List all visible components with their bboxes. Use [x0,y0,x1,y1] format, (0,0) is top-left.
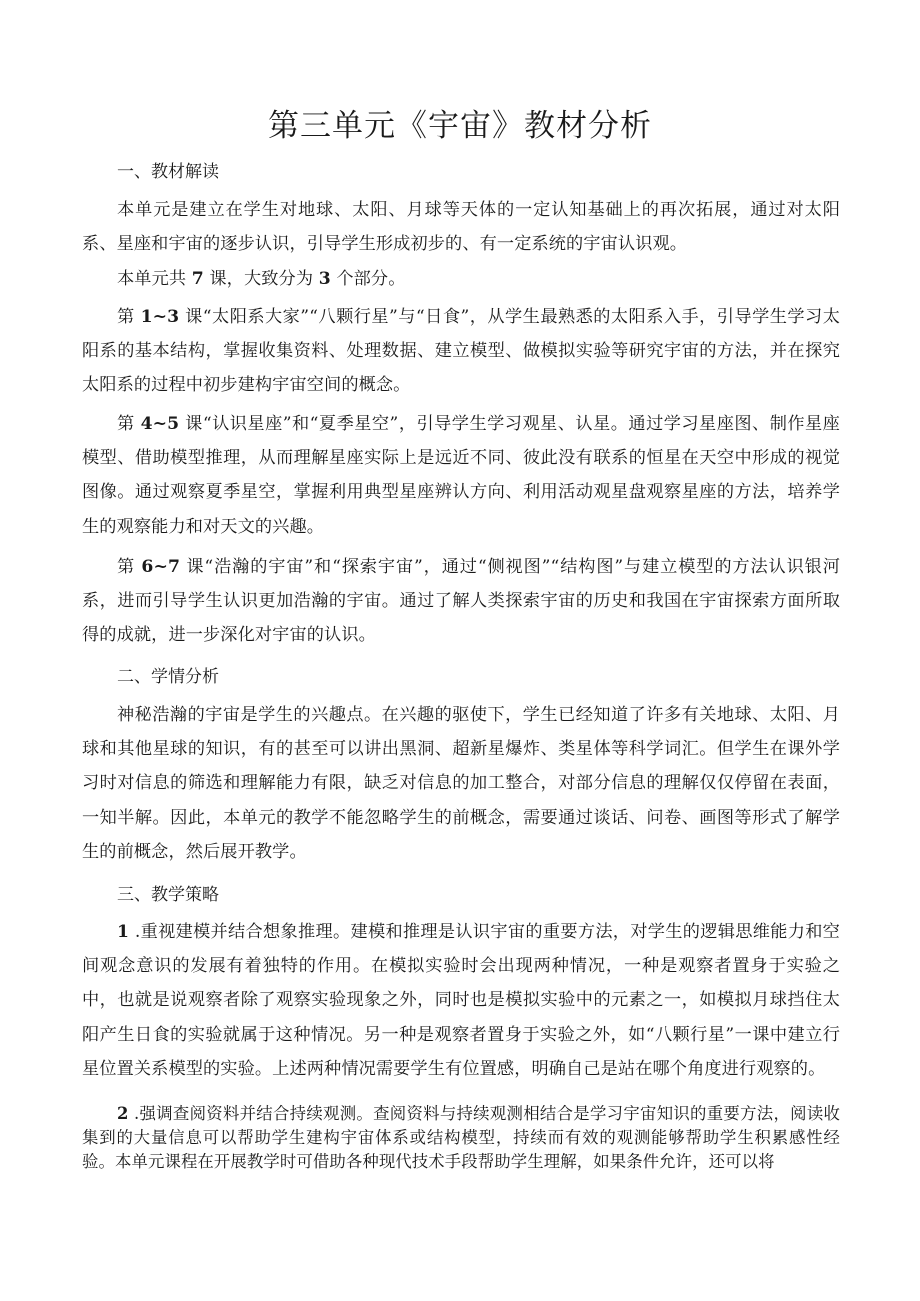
text-segment: 第 [117,307,135,327]
paragraph-unit-overview: 本单元是建立在学生对地球、太阳、月球等天体的一定认知基础上的再次拓展，通过对太阳系、星座和宇宙的逐步认识，引导学生形成初步的、有一定系统的宇宙认识观。 [82,200,840,255]
text-segment: 第 [117,557,136,577]
text-segment: .重视建模并结合想象推理。建模和推理是认识宇宙的重要方法，对学生的逻辑思维能力和空间观念意识的发展有着独特的作用。在模拟实验时会出现两种情况，一种是观察者置身于实验之中，也就是说观察者除了观察实验现象之外，同时也是模拟实验中的元素之一，如模拟月球挡住太阳产生日食的实验就属于这种情况。另一种是观察者置身于实验之外，如“八颗行星”一课中建立行星位置关系模型的实验。上述两种情况需要学生有位置感，明确自己是站在哪个角度进行观察的。 [82,922,840,1079]
section-heading-learner-analysis: 二、学情分析 [117,667,219,687]
part-count: 3 [318,269,331,289]
paragraph-lessons-4-5 [82,407,840,544]
paragraph-unit-structure [82,262,840,296]
lesson-range: 1~3 [140,307,180,327]
text-segment: 课“认识星座”和“夏季星空”，引导学生学习观星、认星。通过学习星座图、制作星座模型、借助模型推理，从而理解星座实际上是远近不同、彼此没有联系的恒星在天空中形成的视觉图像。通过观察夏季星空，掌握利用典型星座辨认方向、利用活动观星盘观察星座的方法，培养学生的观察能力和对天文的兴趣。 [82,414,840,537]
text-segment: 课“太阳系大家”“八颗行星”与“日食”，从学生最熟悉的太阳系入手，引导学生学习太阳系的基本结构，掌握收集资料、处理数据、建立模型、做模拟实验等研究宇宙的方法，并在探究太阳系的过程中初步建构宇宙空间的概念。 [82,307,840,396]
paragraph-lessons-6-7 [82,550,840,653]
document-title: 第三单元《宇宙》教材分析 [268,108,652,144]
paragraph-learner-analysis: 神秘浩瀚的宇宙是学生的兴趣点。在兴趣的驱使下，学生已经知道了许多有关地球、太阳、月球和其他星球的知识，有的甚至可以讲出黑洞、超新星爆炸、类星体等科学词汇。但学生在课外学习时对信息的筛选和理解能力有限，缺乏对信息的加工整合，对部分信息的理解仅仅停留在表面，一知半解。因此，本单元的教学不能忽略学生的前概念，需要通过谈话、问卷、画图等形式了解学生的前概念，然后展开教学。 [82,705,840,862]
text-segment: 课，大致分为 [209,269,314,289]
strategy-item-2 [82,1102,840,1174]
text-segment: 本单元共 [117,269,187,289]
lesson-count: 7 [191,269,204,289]
lesson-range: 4~5 [140,414,180,434]
paragraph-lessons-1-3 [82,300,840,403]
text-segment: 课“浩瀚的宇宙”和“探索宇宙”，通过“侧视图”“结构图”与建立模型的方法认识银河系，进而引导学生认识更加浩瀚的宇宙。通过了解人类探索宇宙的历史和我国在宇宙探索方面所取得的成就，进一步深化对宇宙的认识。 [82,557,840,646]
text-segment: .强调查阅资料并结合持续观测。查阅资料与持续观测相结合是学习宇宙知识的重要方法，阅读收集到的大量信息可以帮助学生建构宇宙体系或结构模型，持续而有效的观测能够帮助学生积累感性经验。本单元课程在开展教学时可借助各种现代技术手段帮助学生理解，如果条件允许，还可以将 [82,1104,841,1171]
strategy-item-1 [82,915,840,1086]
item-number: 2 [117,1104,129,1123]
text-segment: 个部分。 [336,269,406,289]
section-heading-teaching-strategy: 三、教学策略 [117,885,219,905]
item-number: 1 [117,922,130,942]
text-segment: 第 [117,414,135,434]
lesson-range: 6~7 [141,557,181,577]
section-heading-textbook-reading: 一、教材解读 [117,162,219,182]
